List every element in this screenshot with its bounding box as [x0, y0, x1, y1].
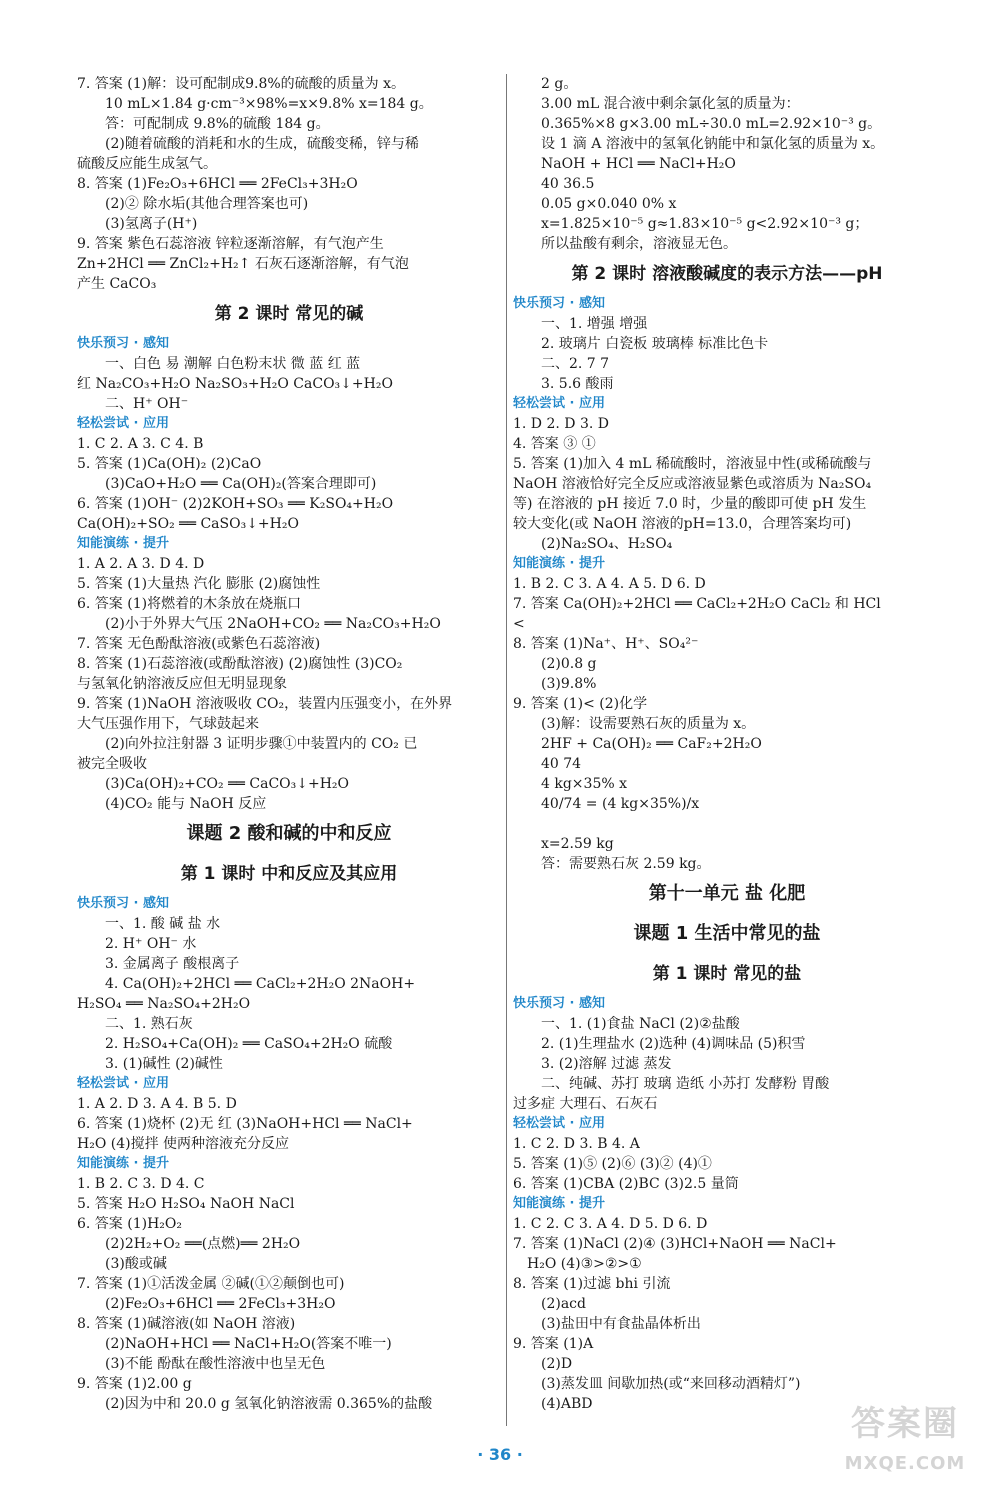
answer-line: (2)Na₂SO₄、H₂SO₄ — [541, 536, 673, 552]
answer-line: 1. A 2. A 3. D 4. D — [77, 556, 205, 572]
answer-line: 大气压强作用下，气球鼓起来 — [77, 716, 259, 732]
answer-line: 1. B 2. C 3. D 4. C — [77, 1176, 205, 1192]
lesson-heading: 第 2 课时 常见的碱 — [214, 304, 364, 324]
answer-line: 2. 玻璃片 白瓷板 玻璃棒 标准比色卡 — [541, 336, 769, 352]
watermark-main: 答案圈 — [851, 1404, 959, 1444]
answer-line: 一、白色 易 潮解 白色粉末状 微 蓝 红 蓝 — [105, 356, 361, 372]
answer-line: 二、2. 7 7 — [541, 356, 610, 372]
answer-line: 5. 答案 (1)加入 4 mL 稀硫酸时，溶液显中性(或稀硫酸与 — [513, 456, 872, 472]
section-label: 快乐预习 · 感知 — [77, 896, 169, 911]
section-label: 快乐预习 · 感知 — [513, 296, 605, 311]
answer-line: 9. 答案 (1)2.00 g — [77, 1376, 192, 1392]
answer-line: 9. 答案 (1)A — [513, 1336, 594, 1352]
answer-line: 设 1 滴 A 溶液中的氢氧化钠能中和氯化氢的质量为 x。 — [541, 136, 885, 152]
right-column — [513, 74, 941, 1414]
answer-line: 8. 答案 (1)Na⁺、H⁺、SO₄²⁻ — [513, 636, 699, 652]
answer-line: (2)② 除水垢(其他合理答案也可) — [105, 196, 309, 212]
answer-line: (2)acd — [541, 1296, 586, 1312]
answer-line: (2)D — [541, 1356, 573, 1372]
answer-line: 答：需要熟石灰 2.59 kg。 — [541, 856, 711, 872]
topic-heading: 课题 2 酸和碱的中和反应 — [186, 823, 392, 844]
section-label: 知能演练 · 提升 — [77, 1156, 169, 1171]
answer-line: 6. 答案 (1)将燃着的木条放在烧瓶口 — [77, 596, 302, 612]
answer-line: 等) 在溶液的 pH 接近 7.0 时，少量的酸即可使 pH 发生 — [513, 496, 867, 512]
lesson-heading: 第 1 课时 中和反应及其应用 — [180, 864, 398, 884]
answer-line: 4. 答案 ③ ① — [513, 436, 596, 452]
answer-line: 3. 5.6 酸雨 — [541, 376, 614, 392]
answer-line: 所以盐酸有剩余，溶液显无色。 — [541, 236, 737, 252]
section-label: 轻松尝试 · 应用 — [513, 1116, 605, 1131]
answer-line: 8. 答案 (1)过滤 bhi 引流 — [513, 1276, 671, 1292]
answer-line: (2)Fe₂O₃+6HCl ══ 2FeCl₃+3H₂O — [105, 1296, 336, 1312]
answer-line: 3. (2)溶解 过滤 蒸发 — [541, 1056, 672, 1072]
answer-line: 硫酸反应能生成氢气。 — [77, 156, 217, 172]
answer-line: (4)CO₂ 能与 NaOH 反应 — [105, 796, 267, 812]
answer-line: (2)2H₂+O₂ ══(点燃)══ 2H₂O — [105, 1236, 301, 1252]
answer-line: (3)CaO+H₂O ══ Ca(OH)₂(答案合理即可) — [105, 476, 377, 492]
answer-line: 5. 答案 (1)Ca(OH)₂ (2)CaO — [77, 456, 262, 472]
section-label: 知能演练 · 提升 — [513, 1196, 605, 1211]
watermark-url: MXQE.COM — [844, 1453, 966, 1474]
answer-line: 7. 答案 (1)NaCl (2)④ (3)HCl+NaOH ══ NaCl+ — [513, 1236, 837, 1252]
answer-line: 7. 答案 Ca(OH)₂+2HCl ══ CaCl₂+2H₂O CaCl₂ 和 HCl — [513, 596, 881, 612]
left-column — [77, 74, 501, 1414]
answer-line: x=2.59 kg — [541, 836, 614, 852]
answer-line: 1. B 2. C 3. A 4. A 5. D 6. D — [513, 576, 706, 592]
answer-line: (4)ABD — [541, 1396, 593, 1412]
answer-line: (3)Ca(OH)₂+CO₂ ══ CaCO₃↓+H₂O — [105, 776, 350, 792]
answer-line: (2)随着硫酸的消耗和水的生成，硫酸变稀，锌与稀 — [105, 136, 419, 152]
answer-line: 1. C 2. A 3. C 4. B — [77, 436, 204, 452]
answer-line: 9. 答案 (1)NaOH 溶液吸收 CO₂，装置内压强变小，在外界 — [77, 696, 453, 712]
answer-line: 10 mL×1.84 g·cm⁻³×98%=x×9.8% x=184 g。 — [105, 96, 433, 112]
answer-line: 6. 答案 (1)CBA (2)BC (3)2.5 量筒 — [513, 1176, 739, 1192]
page-number: · 36 · — [477, 1445, 523, 1464]
answer-line: 40 74 — [541, 756, 582, 772]
answer-line: 7. 答案 (1)解：设可配制成9.8%的硫酸的质量为 x。 — [77, 76, 406, 92]
answer-line: 一、1. 酸 碱 盐 水 — [105, 916, 221, 932]
answer-line: 一、1. (1)食盐 NaCl (2)②盐酸 — [541, 1016, 740, 1032]
answer-line: 5. 答案 H₂O H₂SO₄ NaOH NaCl — [77, 1196, 295, 1212]
answer-line: 7. 答案 (1)①活泼金属 ②碱(①②颠倒也可) — [77, 1276, 345, 1292]
answer-line: 1. D 2. D 3. D — [513, 416, 609, 432]
lesson-heading: 第 1 课时 常见的盐 — [652, 964, 802, 984]
answer-line: (3)蒸发皿 间歇加热(或“来回移动酒精灯”) — [541, 1376, 801, 1392]
answer-line: 2. H₂SO₄+Ca(OH)₂ ══ CaSO₄+2H₂O 硫酸 — [105, 1036, 393, 1052]
answer-line: (3)氢离子(H⁺) — [105, 216, 198, 232]
answer-line — [513, 814, 941, 834]
section-label: 知能演练 · 提升 — [513, 556, 605, 571]
answer-line: 9. 答案 (1)< (2)化学 — [513, 696, 648, 712]
answer-line: x=1.825×10⁻⁵ g≈1.83×10⁻⁵ g<2.92×10⁻³ g； — [541, 216, 869, 232]
answer-line: (3)不能 酚酞在酸性溶液中也呈无色 — [105, 1356, 326, 1372]
answer-line: (3)解：设需要熟石灰的质量为 x。 — [541, 716, 756, 732]
answer-line: 7. 答案 无色酚酞溶液(或紫色石蕊溶液) — [77, 636, 321, 652]
topic-heading: 第十一单元 盐 化肥 — [648, 883, 806, 904]
answer-line: 1. C 2. D 3. B 4. A — [513, 1136, 640, 1152]
answer-line: 40 36.5 — [541, 176, 595, 192]
answer-line: 二、H⁺ OH⁻ — [105, 396, 189, 412]
answer-line: 被完全吸收 — [77, 756, 147, 772]
section-label: 快乐预习 · 感知 — [77, 336, 169, 351]
lesson-heading: 第 2 课时 溶液酸碱度的表示方法——pH — [571, 264, 883, 284]
answer-line: 0.365%×8 g×3.00 mL÷30.0 mL=2.92×10⁻³ g。 — [541, 116, 882, 132]
answer-line: (2)NaOH+HCl ══ NaCl+H₂O(答案不唯一) — [105, 1336, 392, 1352]
answer-line: (3)酸或碱 — [105, 1256, 167, 1272]
answer-line: 二、1. 熟石灰 — [105, 1016, 193, 1032]
answer-line: 产生 CaCO₃ — [77, 276, 157, 292]
answer-line: H₂O (4)搅拌 使两种溶液充分反应 — [77, 1136, 290, 1152]
column-divider — [506, 74, 507, 1426]
answer-line: (2)向外拉注射器 3 证明步骤①中装置内的 CO₂ 已 — [105, 736, 418, 752]
answer-line: 二、纯碱、苏打 玻璃 造纸 小苏打 发酵粉 胃酸 — [541, 1076, 830, 1092]
answer-line: (3)盐田中有食盐晶体析出 — [541, 1316, 701, 1332]
answer-line: (2)0.8 g — [541, 656, 597, 672]
answer-line: 2HF + Ca(OH)₂ ══ CaF₂+2H₂O — [541, 736, 762, 752]
answer-line: 8. 答案 (1)碱溶液(如 NaOH 溶液) — [77, 1316, 296, 1332]
answer-line: 0.05 g×0.040 0% x — [541, 196, 677, 212]
section-label: 轻松尝试 · 应用 — [77, 416, 169, 431]
answer-line: H₂SO₄ ══ Na₂SO₄+2H₂O — [77, 996, 251, 1012]
answer-line: 8. 答案 (1)石蕊溶液(或酚酞溶液) (2)腐蚀性 (3)CO₂ — [77, 656, 403, 672]
answer-line: 3.00 mL 混合液中剩余氯化氢的质量为： — [541, 96, 800, 112]
answer-line: 较大变化(或 NaOH 溶液的pH=13.0，合理答案均可) — [513, 516, 852, 532]
answer-line: 5. 答案 (1)大量热 汽化 膨胀 (2)腐蚀性 — [77, 576, 321, 592]
answer-line: 过多症 大理石、石灰石 — [513, 1096, 658, 1112]
answer-line: 红 Na₂CO₃+H₂O Na₂SO₃+H₂O CaCO₃↓+H₂O — [77, 376, 393, 392]
answer-line: (2)因为中和 20.0 g 氢氧化钠溶液需 0.365%的盐酸 — [105, 1396, 433, 1412]
answer-line: 6. 答案 (1)烧杯 (2)无 红 (3)NaOH+HCl ══ NaCl+ — [77, 1116, 413, 1132]
answer-line: 4 kg×35% x — [541, 776, 627, 792]
topic-heading: 课题 1 生活中常见的盐 — [633, 923, 821, 944]
answer-line: H₂O (4)③>②>① — [527, 1256, 642, 1272]
answer-line: 3. (1)碱性 (2)碱性 — [105, 1056, 223, 1072]
answer-line: Zn+2HCl ══ ZnCl₂+H₂↑ 石灰石逐渐溶解，有气泡 — [77, 256, 409, 272]
section-label: 知能演练 · 提升 — [77, 536, 169, 551]
answer-line: Ca(OH)₂+SO₂ ══ CaSO₃↓+H₂O — [77, 516, 299, 532]
answer-line: 5. 答案 (1)⑤ (2)⑥ (3)② (4)① — [513, 1156, 712, 1172]
answer-line: 6. 答案 (1)OH⁻ (2)2KOH+SO₃ ══ K₂SO₄+H₂O — [77, 496, 394, 512]
answer-line: 40/74 = (4 kg×35%)/x — [541, 796, 700, 812]
answer-line: 2. (1)生理盐水 (2)选种 (4)调味品 (5)积雪 — [541, 1036, 806, 1052]
answer-line: 2 g。 — [541, 76, 578, 92]
section-label: 轻松尝试 · 应用 — [77, 1076, 169, 1091]
answer-line: 2. H⁺ OH⁻ 水 — [105, 936, 197, 952]
answer-line: 1. C 2. C 3. A 4. D 5. D 6. D — [513, 1216, 708, 1232]
answer-line: < — [513, 616, 525, 632]
answer-line: NaOH + HCl ══ NaCl+H₂O — [541, 156, 736, 172]
answer-line: 8. 答案 (1)Fe₂O₃+6HCl ══ 2FeCl₃+3H₂O — [77, 176, 358, 192]
answer-line: (3)9.8% — [541, 676, 597, 692]
answer-line: 3. 金属离子 酸根离子 — [105, 956, 240, 972]
answer-line: NaOH 溶液恰好完全反应或溶液显紫色或溶质为 Na₂SO₄ — [513, 476, 872, 492]
answer-line: 一、1. 增强 增强 — [541, 316, 648, 332]
answer-line: 与氢氧化钠溶液反应但无明显现象 — [77, 676, 287, 692]
answer-line: 4. Ca(OH)₂+2HCl ══ CaCl₂+2H₂O 2NaOH+ — [105, 976, 416, 992]
answer-line: 6. 答案 (1)H₂O₂ — [77, 1216, 182, 1232]
section-label: 快乐预习 · 感知 — [513, 996, 605, 1011]
watermark-logo — [820, 1398, 990, 1490]
answer-line: 9. 答案 紫色石蕊溶液 锌粒逐渐溶解，有气泡产生 — [77, 236, 384, 252]
section-label: 轻松尝试 · 应用 — [513, 396, 605, 411]
answer-line: (2)小于外界大气压 2NaOH+CO₂ ══ Na₂CO₃+H₂O — [105, 616, 441, 632]
answer-line: 答：可配制成 9.8%的硫酸 184 g。 — [105, 116, 330, 132]
answer-line: 1. A 2. D 3. A 4. B 5. D — [77, 1096, 237, 1112]
